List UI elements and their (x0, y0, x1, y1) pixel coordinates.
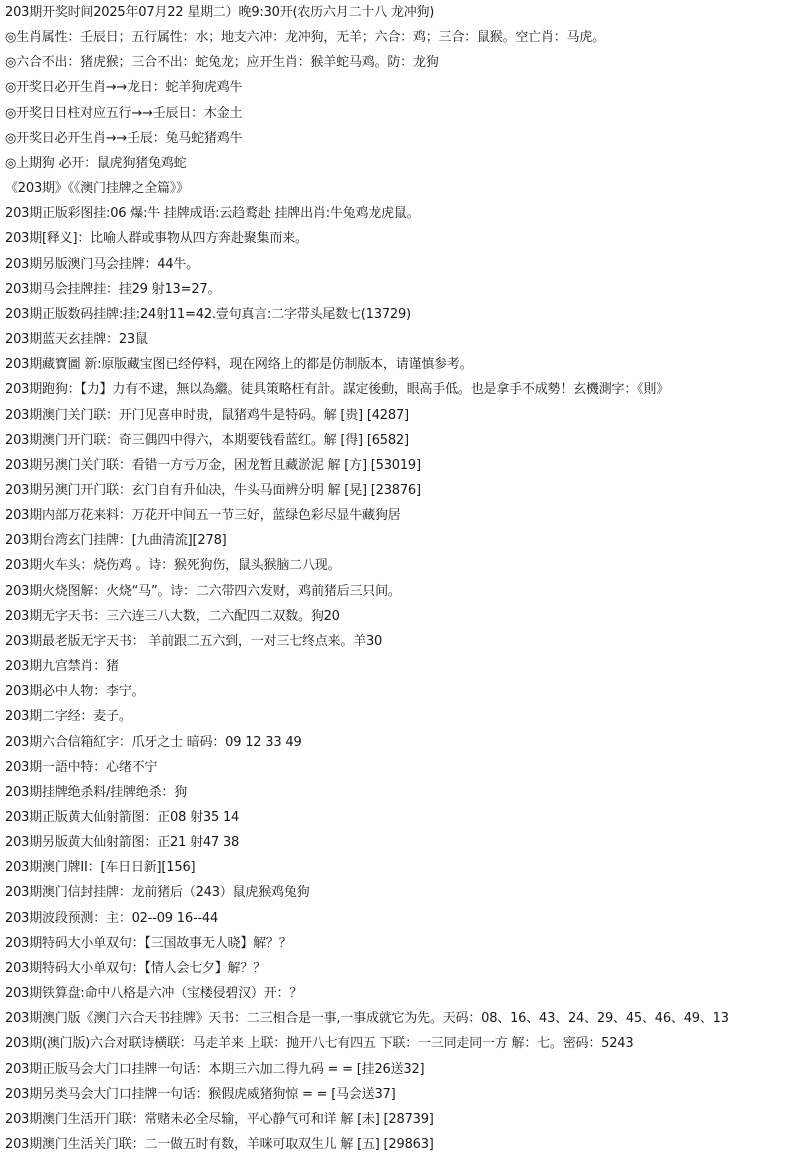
day-pillar-element-line: ◎开奖日日柱对应五行→→壬辰日：木金土 (5, 105, 243, 121)
oldest-wordless-book-line: 203期最老版无字天书： 羊前跟二五六到，一对三七终点来。羊30 (5, 633, 383, 649)
heavenly-book-line: 203期澳门版《澳门六合天书挂牌》天书：二三相合是一事,一事成就它为先。天码：08、16、43、24、29、45、46、49、13 (5, 1011, 729, 1027)
fire-chart-line: 203期火烧图解：火烧“马”。诗：二六带四六发财，鸡前猪后三只间。 (5, 583, 401, 599)
iron-abacus-line: 203期铁算盘:命中八格是六冲（宝楼侵碧汉）开：？ (5, 986, 303, 1002)
alt-closing-couplet-line: 203期另澳门关门联：看错一方亏万金，困龙暂且藏淤泥 解 [方] [53019] (5, 457, 421, 473)
running-dog-line: 203期跑狗：【力】力有不逮，無以為繼。徒具策略枉有計。謀定後動，眼高手低。也是拿手不成勢！玄機測字：《則》 (5, 382, 670, 398)
macau-opening-couplet-line: 203期澳门开门联：奇三偶四中得六，本期要钱看蓝红。解 [得] [6582] (5, 432, 409, 448)
alt-opening-couplet-line: 203期另澳门开门联：玄门自有升仙决，牛头马面辨分明 解 [晃] [23876] (5, 482, 421, 498)
treasure-map-line: 203期藏寶圖 新:原版藏宝图已经停料，现在网络上的都是仿制版本，请谨慎参考。 (5, 357, 473, 373)
liuhe-not-out-line: ◎六合不出：猪虎猴；三合不出：蛇兔龙；应开生肖：猴羊蛇马鸡。防：龙狗 (5, 55, 439, 71)
mailbox-red-word-line: 203期六合信箱紅字：爪牙之士 暗码：09 12 33 49 (5, 734, 302, 750)
taiwan-board-line: 203期台湾玄门挂牌：[九曲清流][278] (5, 533, 227, 549)
train-head-line: 203期火车头：烧伤鸡 。诗：猴死狗伤，鼠头猴脑二八现。 (5, 558, 341, 574)
couplet-poem-line: 203期(澳门版)六合对联诗横联：马走羊来 上联：抛开八七有四五 下联：一三同走同一方 解：七。密码：5243 (5, 1036, 634, 1052)
section-title: 《203期》《《澳门挂牌之全篇》》 (5, 181, 189, 197)
one-phrase-line: 203期一語中特：心绪不宁 (5, 759, 158, 775)
life-closing-couplet-line: 203期澳门生活关门联：二一做五时有数，羊咪可取双生儿 解 [五] [29863] (5, 1137, 434, 1153)
gate-phrase-line: 203期正版马会大门口挂牌一句话：本期三六加二得九码 = = [挂26送32] (5, 1061, 425, 1077)
size-odd-even-line-1: 203期特码大小单双句：【三国故事无人晓】解？？ (5, 935, 292, 951)
last-issue-line: ◎上期狗 必开：鼠虎狗猪兔鸡蛇 (5, 155, 187, 171)
alt-gate-phrase-line: 203期另类马会大门口挂牌一句话：猴假虎威猪狗惊 = = [马会送37] (5, 1086, 396, 1102)
size-odd-even-line-2: 203期特码大小单双句：【情人会七夕】解？？ (5, 960, 266, 976)
horse-club-board-line: 203期马会挂牌挂：挂29 射13=27。 (5, 281, 221, 297)
zodiac-attribute-line: ◎生肖属性：壬辰日；五行属性：水；地支六冲：龙冲狗，无羊；六合：鸡；三合：鼠猴。空亡肖：马虎。 (5, 30, 605, 46)
macau-board-ii-line: 203期澳门牌II：[车日日新][156] (5, 860, 196, 876)
must-win-person-line: 203期必中人物：李宁。 (5, 684, 145, 700)
idiom-explanation-line: 203期[释义]：比喻人群或事物从四方奔赴聚集而来。 (5, 231, 308, 247)
two-word-scripture-line: 203期二字经：麦子。 (5, 709, 132, 725)
renchen-zodiac-line: ◎开奖日必开生肖→→壬辰：兔马蛇猪鸡牛 (5, 130, 243, 146)
board-kill-line: 203期挂牌绝杀料/挂牌绝杀：狗 (5, 784, 187, 800)
official-color-chart-line: 203期正版彩图挂:06 爆:牛 挂牌成语:云趋鹜赴 挂牌出肖:牛兔鸡龙虎鼠。 (5, 206, 420, 222)
life-opening-couplet-line: 203期澳门生活开门联：常赌未必全尽输，平心静气可和详 解 [未] [28739] (5, 1111, 434, 1127)
nine-palace-line: 203期九宫禁肖：猪 (5, 659, 119, 675)
internal-flowers-line: 203期内部万花来料：万花开中间五一节三好，蓝绿色彩尽显牛藏狗居 (5, 508, 401, 524)
wave-forecast-line: 203期波段预测：主：02--09 16--44 (5, 910, 219, 926)
blue-sky-board-line: 203期蓝天玄挂牌：23鼠 (5, 332, 148, 348)
alt-wong-tai-sin-line: 203期另版黄大仙射箭图：正21 射47 38 (5, 835, 240, 851)
dragon-day-zodiac-line: ◎开奖日必开生肖→→龙日：蛇羊狗虎鸡牛 (5, 80, 243, 96)
envelope-board-line: 203期澳门信封挂牌：龙前猪后（243）鼠虎猴鸡兔狗 (5, 885, 310, 901)
macau-closing-couplet-line: 203期澳门关门联：开门见喜申时贵，鼠猪鸡牛是特码。解 [贵] [4287] (5, 407, 409, 423)
wong-tai-sin-line: 203期正版黄大仙射箭图：正08 射35 14 (5, 810, 240, 825)
draw-time-line: 203期开奖时间2025年07月22 星期二）晚9:30开(农历六月二十八 龙冲狗) (5, 5, 435, 20)
alt-macau-board-line: 203期另版澳门马会挂牌：44牛。 (5, 256, 199, 272)
digital-board-line: 203期正版数码挂牌:挂:24射11=42.壹句真言:二字带头尾数七(13729) (5, 306, 411, 322)
wordless-book-line: 203期无字天书：三六连三八大数，二六配四二双数。狗20 (5, 608, 340, 624)
